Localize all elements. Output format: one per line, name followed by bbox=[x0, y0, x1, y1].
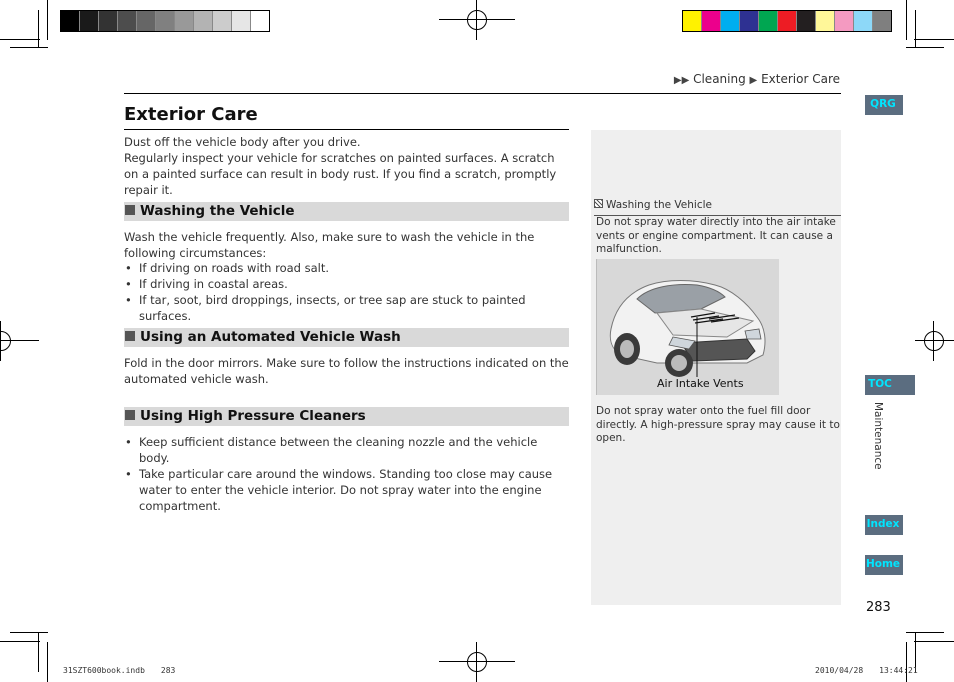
washing-bullet-list bbox=[124, 260, 569, 324]
car-illustration bbox=[596, 259, 779, 395]
crop-mark bbox=[47, 0, 48, 40]
crop-mark bbox=[0, 641, 40, 642]
footer-file: 31SZT600book.indb 283 bbox=[63, 666, 176, 675]
breadcrumb-exterior-care: Exterior Care bbox=[761, 72, 840, 86]
home-tab-label: Home bbox=[865, 558, 901, 570]
section-washing-header bbox=[124, 202, 569, 221]
crop-mark bbox=[906, 47, 944, 48]
color-swatch bbox=[232, 11, 251, 31]
color-swatch bbox=[118, 11, 137, 31]
page-title: Exterior Care bbox=[124, 104, 258, 125]
registration-mark bbox=[0, 321, 39, 361]
crop-mark bbox=[38, 10, 39, 48]
footer-timestamp: 2010/04/28 13:44:21 bbox=[815, 666, 918, 675]
list-item: • If driving on roads with road salt. bbox=[124, 260, 569, 276]
sidebar-note-1: Do not spray water directly into the air intake vents or engine compartment. It can cause a malfunction. bbox=[596, 216, 836, 255]
qrg-tab-label: QRG bbox=[870, 98, 896, 110]
pressure-bullet-list bbox=[124, 434, 569, 514]
square-bullet-icon bbox=[125, 205, 135, 215]
list-item: • Keep sufficient distance between the cleaning nozzle and the vehicle body. bbox=[124, 434, 569, 466]
color-swatch bbox=[702, 11, 721, 31]
index-tab-label: Index bbox=[866, 518, 900, 530]
color-swatch bbox=[80, 11, 99, 31]
washing-text: Wash the vehicle frequently. Also, make sure to wash the vehicle in the following circumstances: bbox=[124, 230, 535, 260]
section-automated-header bbox=[124, 328, 569, 347]
color-swatch bbox=[137, 11, 156, 31]
toc-tab-label: TOC bbox=[868, 378, 892, 390]
crop-mark bbox=[47, 642, 48, 682]
color-swatch bbox=[194, 11, 213, 31]
section-heading: Washing the Vehicle bbox=[140, 203, 295, 219]
section-heading: Using High Pressure Cleaners bbox=[140, 408, 366, 424]
breadcrumb bbox=[674, 72, 840, 86]
registration-mark bbox=[915, 321, 954, 361]
section-pressure-header bbox=[124, 407, 569, 426]
toc-tab[interactable] bbox=[863, 373, 915, 395]
crop-mark bbox=[0, 39, 40, 40]
color-swatch bbox=[835, 11, 854, 31]
square-bullet-icon bbox=[125, 331, 135, 341]
chapter-label: Maintenance bbox=[872, 402, 884, 470]
sidebar-heading-text: Washing the Vehicle bbox=[606, 199, 712, 211]
color-swatch-bar bbox=[682, 10, 892, 32]
color-swatch bbox=[213, 11, 232, 31]
color-swatch bbox=[854, 11, 873, 31]
section-heading: Using an Automated Vehicle Wash bbox=[140, 329, 401, 345]
arrow-icon: ▶ bbox=[749, 75, 758, 86]
figure-label: Air Intake Vents bbox=[657, 377, 744, 390]
color-swatch bbox=[778, 11, 797, 31]
color-swatch bbox=[99, 11, 118, 31]
title-rule bbox=[124, 129, 569, 130]
crop-mark bbox=[915, 10, 916, 48]
square-bullet-icon bbox=[125, 410, 135, 420]
intro-paragraph bbox=[124, 134, 569, 198]
home-tab[interactable] bbox=[863, 553, 903, 575]
crop-mark bbox=[906, 0, 907, 40]
registration-mark bbox=[439, 0, 515, 40]
sidebar-heading[interactable] bbox=[594, 199, 840, 211]
registration-mark bbox=[439, 642, 515, 682]
crop-mark bbox=[914, 641, 954, 642]
crop-mark bbox=[906, 642, 907, 682]
crop-mark bbox=[10, 632, 48, 633]
header-rule bbox=[124, 93, 841, 94]
gray-swatch-bar bbox=[60, 10, 270, 32]
note-icon bbox=[594, 199, 603, 208]
list-item: • If driving in coastal areas. bbox=[124, 276, 569, 292]
breadcrumb-cleaning[interactable]: Cleaning bbox=[693, 72, 746, 86]
intro-line-1: Dust off the vehicle body after you drive. bbox=[124, 135, 361, 149]
crop-mark bbox=[10, 47, 48, 48]
color-swatch bbox=[797, 11, 816, 31]
color-swatch bbox=[816, 11, 835, 31]
color-swatch bbox=[873, 11, 891, 31]
page-number: 283 bbox=[866, 600, 891, 615]
index-tab[interactable] bbox=[863, 513, 903, 535]
crop-mark bbox=[38, 632, 39, 672]
crop-mark bbox=[906, 632, 944, 633]
color-swatch bbox=[175, 11, 194, 31]
color-swatch bbox=[721, 11, 740, 31]
color-swatch bbox=[759, 11, 778, 31]
list-item: • Take particular care around the windows. Standing too close may cause water to enter the vehicle interior. Do not spray water into the engine compartment. bbox=[124, 466, 569, 514]
list-item: • If tar, soot, bird droppings, insects, or tree sap are stuck to painted surfaces. bbox=[124, 292, 569, 324]
intro-line-2: Regularly inspect your vehicle for scratches on painted surfaces. A scratch on a painted surface can result in body rust. If you find a scratch, promptly repair it. bbox=[124, 151, 557, 197]
car-drawing bbox=[597, 259, 779, 395]
crop-mark bbox=[914, 39, 954, 40]
double-arrow-icon: ▶▶ bbox=[673, 75, 690, 86]
color-swatch bbox=[61, 11, 80, 31]
color-swatch bbox=[156, 11, 175, 31]
automated-text: Fold in the door mirrors. Make sure to follow the instructions indicated on the automated vehicle wash. bbox=[124, 356, 569, 386]
color-swatch bbox=[740, 11, 759, 31]
color-swatch bbox=[251, 11, 269, 31]
sidebar-note-2: Do not spray water onto the fuel fill door directly. A high-pressure spray may cause it to open. bbox=[596, 405, 840, 444]
qrg-tab[interactable] bbox=[863, 93, 903, 115]
color-swatch bbox=[683, 11, 702, 31]
